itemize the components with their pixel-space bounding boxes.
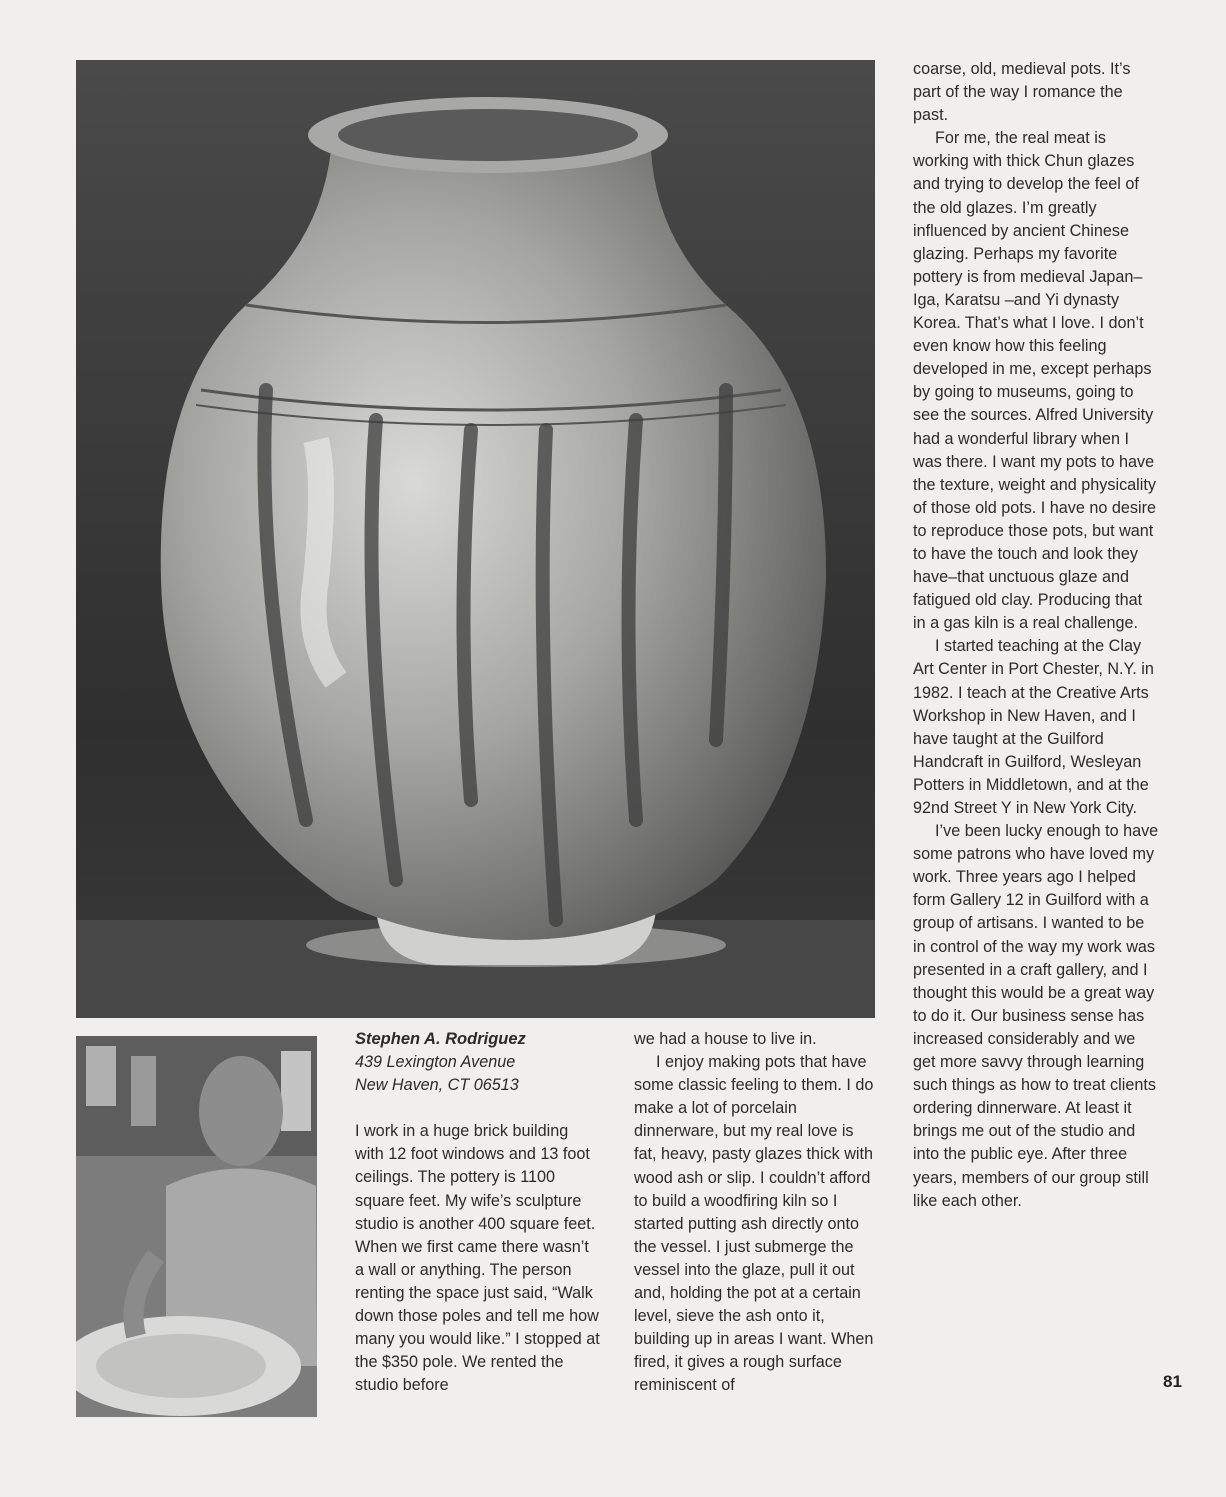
byline-name: Stephen A. Rodriguez [355, 1030, 526, 1048]
paragraph: coarse, old, medieval pots. It’s part of the way I romance the past. [913, 60, 1131, 125]
portrait-photo [76, 1036, 317, 1417]
byline-address-line2: New Haven, CT 06513 [355, 1076, 519, 1095]
paragraph: I started teaching at the Clay Art Center in Port Chester, N.Y. in 1982. I teach at the Creative Arts Workshop in New Haven, and I have taught at the Guilford Handcraft in Guilford, Wesleyan Potters in Middletown, and at the 92nd Street Y in New York City. [913, 637, 1154, 817]
left-column [355, 1028, 601, 1397]
byline-address-line1: 439 Lexington Avenue [355, 1053, 516, 1072]
middle-column [634, 1028, 880, 1398]
vase-photo [76, 60, 875, 1018]
potter-illustration [76, 1036, 317, 1417]
paragraph: I enjoy making pots that have some classic feeling to them. I do make a lot of porcelain dinnerware, but my real love is fat, heavy, pasty glazes thick with wood ash or slip. I couldn’t afford to build a woodfiring kiln so I started putting ash directly onto the vessel. I just submerge the vessel into the glaze, pull it out and, holding the pot at a certain level, sieve the ash onto it, building up in areas I want. When fired, it gives a rough surface reminiscent of [634, 1053, 874, 1395]
paragraph: we had a house to live in. [634, 1030, 817, 1048]
paragraph: I’ve been lucky enough to have some patrons who have loved my work. Three years ago I helped form Gallery 12 in Guilford with a group of artisans. I wanted to be in control of the way my work was presented in a craft gallery, and I thought this would be a great way to do it. Our business sense has increased considerably and we get more savvy through learning such things as how to treat clients ordering dinnerware. At least it brings me out of the studio and into the public eye. After three years, members of our group still like each other. [913, 822, 1159, 1210]
page-number: 81 [1163, 1372, 1182, 1391]
right-column [913, 58, 1159, 1213]
paragraph: For me, the real meat is working with thick Chun glazes and trying to develop the feel of the old glazes. I’m greatly influenced by ancient Chinese glazing. Perhaps my favorite pottery is from medieval Japan–Iga, Karatsu –and Yi dynasty Korea. That’s what I love. I don’t even know how this feeling developed in me, except perhaps by going to museums, going to see the sources. Alfred University had a wonderful library when I was there. I want my pots to have the texture, weight and physicality of those old pots. I have no desire to reproduce those pots, but want to have the touch and look they have–that unctuous glaze and fatigued old clay. Producing that in a gas kiln is a real challenge. [913, 129, 1156, 633]
vase-illustration [76, 60, 875, 1018]
paragraph: I work in a huge brick building with 12 foot windows and 13 foot ceilings. The pottery is 1100 square feet. My wife’s sculpture studio is another 400 square feet. When we first came there wasn’t a wall or anything. The person renting the space just said, “Walk down those poles and tell me how many you would like.” I stopped at the $350 pole. We rented the studio before [355, 1122, 600, 1395]
